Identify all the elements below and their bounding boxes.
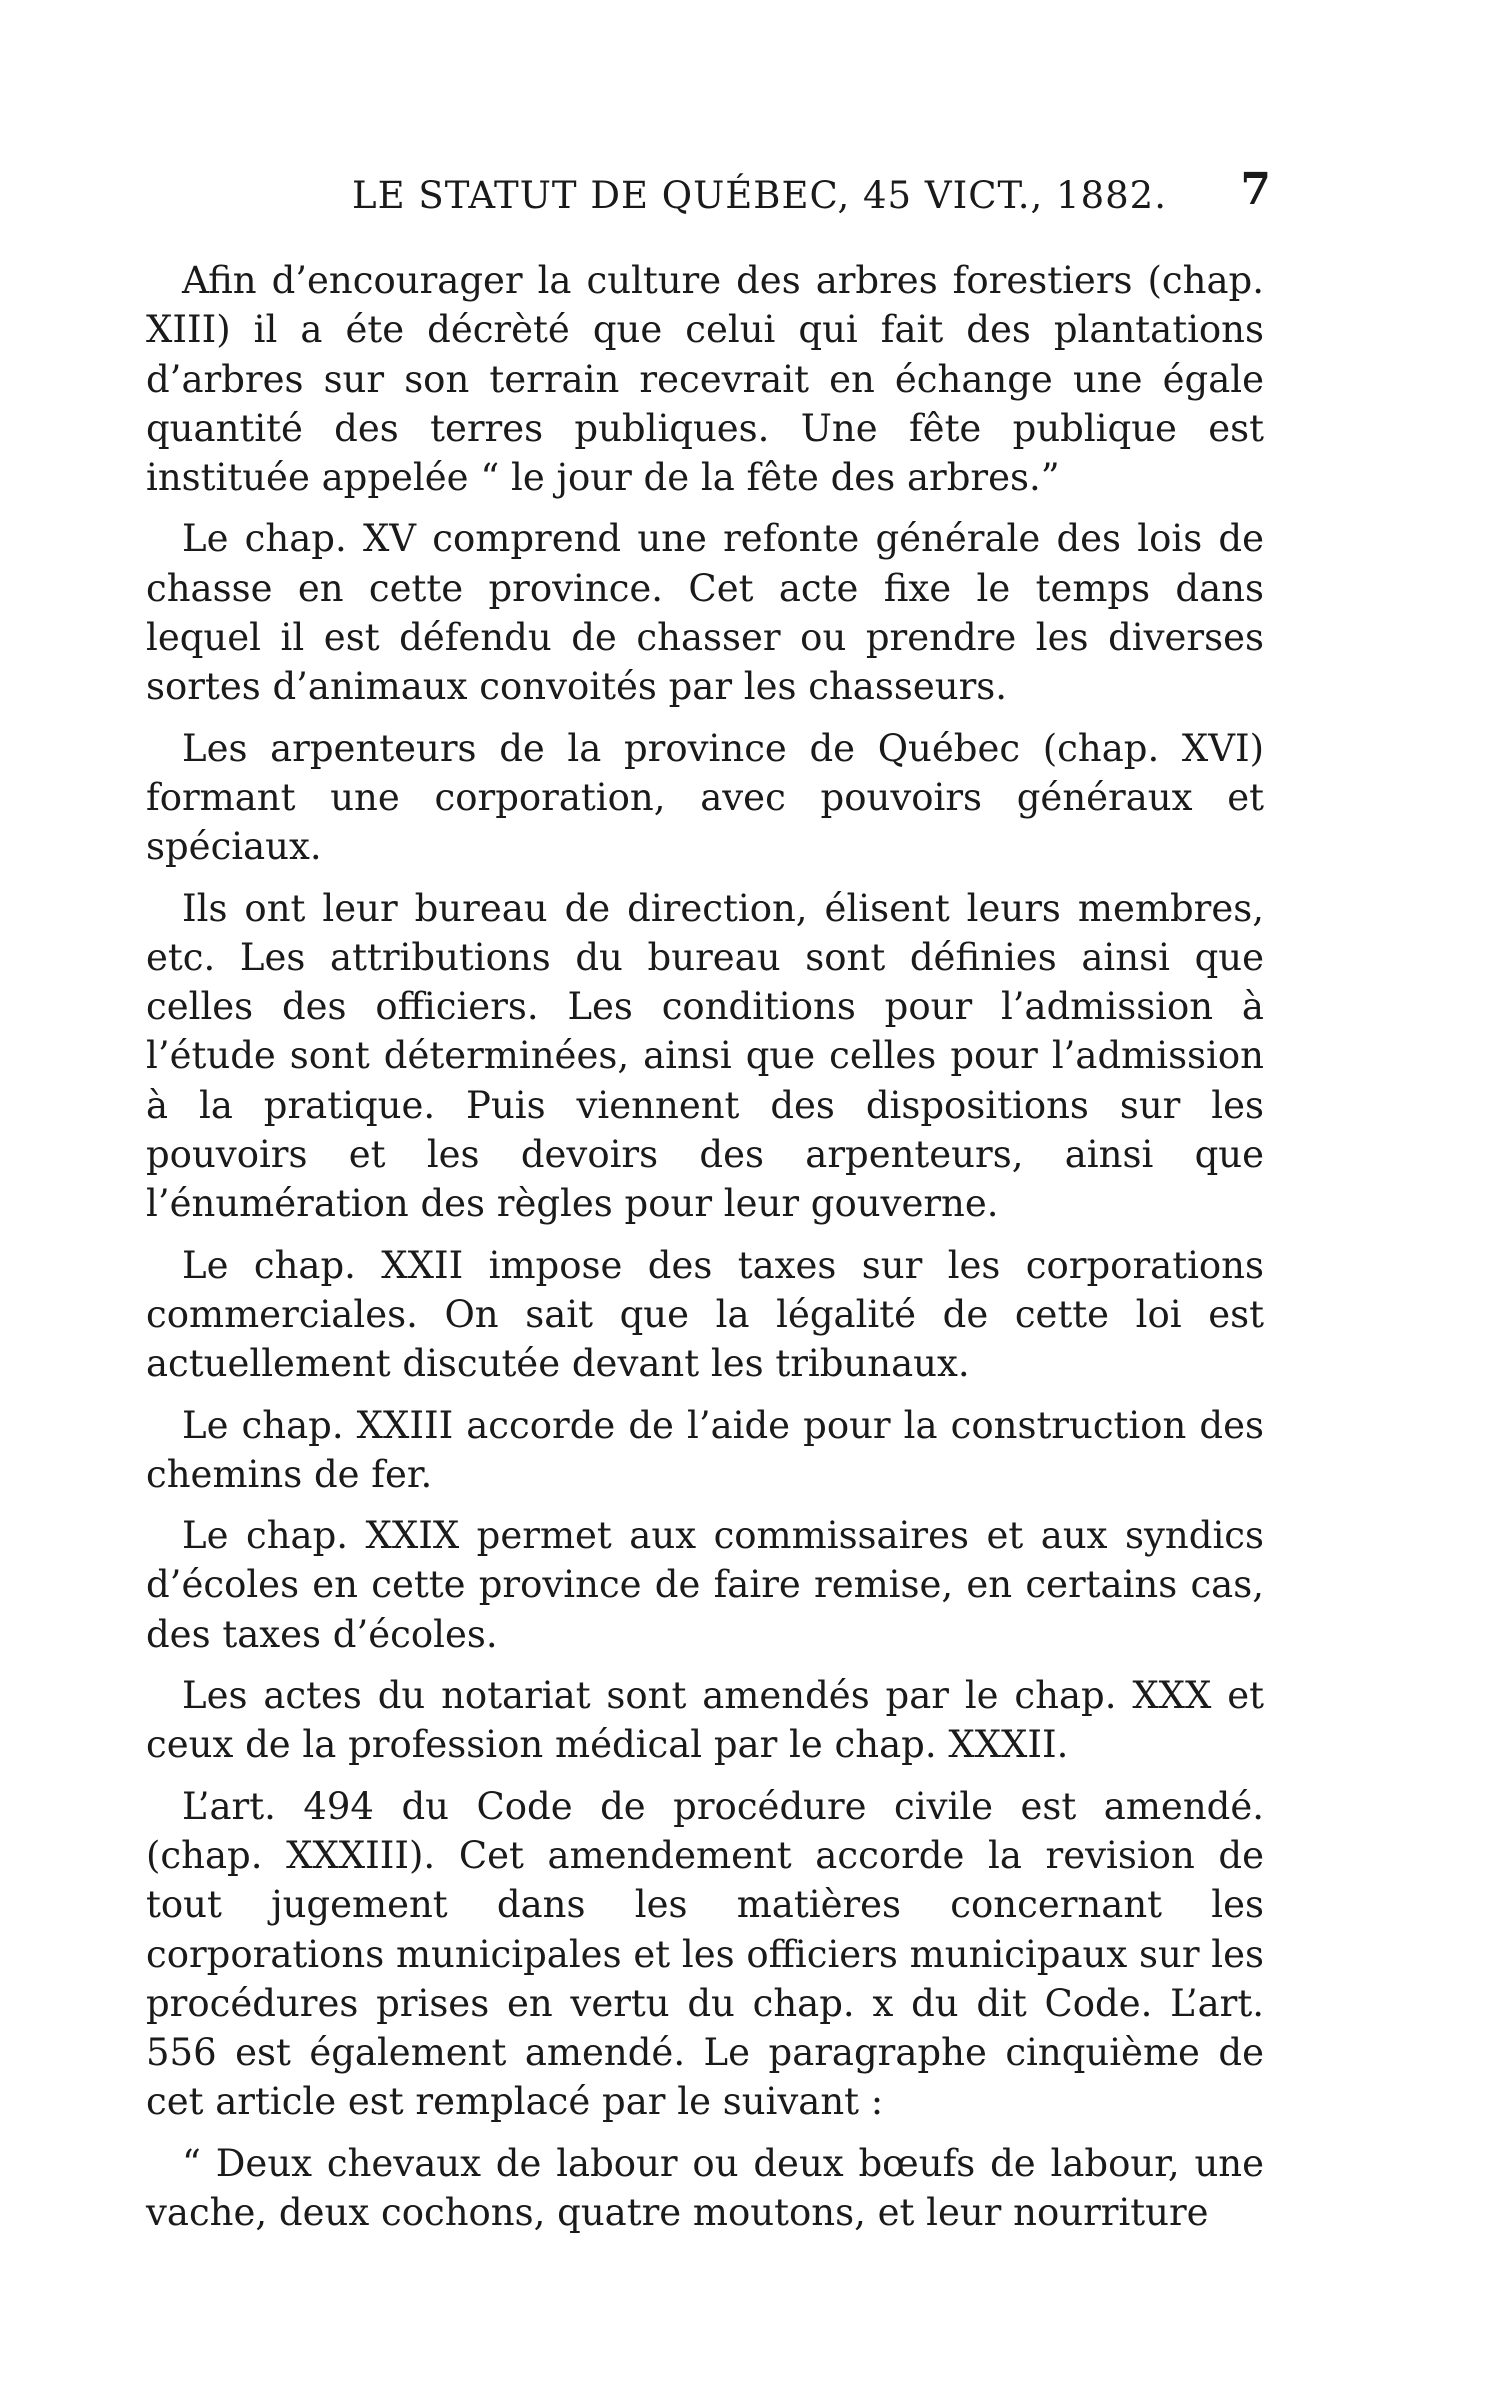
page-number: 7	[1240, 164, 1272, 215]
paragraph-trees: Afin d’encourager la culture des arbres forestiers (chap. XIII) il a éte décrèté que celui qui fait des plantations d’arbres sur son terrain recevrait en échange une égale quantité des terres publiques. Une fête publique est instituée appelée “ le jour de la fête des arbres.”	[146, 259, 1264, 500]
paragraph-surveyors-board: Ils ont leur bureau de direction, élisent leurs membres, etc. Les attributions du bureau sont définies ainsi que celles des officiers. Les conditions pour l’admission à l’étude sont déterminées, ainsi que celles pour l’admission à la pratique. Puis viennent des dispositions sur les pouvoirs et les devoirs des arpenteurs, ainsi que l’énumération des règles pour leur gouverne.	[146, 886, 1264, 1226]
running-header	[352, 164, 1272, 217]
paragraph-hunting: Le chap. XV comprend une refonte générale des lois de chasse en cette province. Cet acte fixe le temps dans lequel il est défendu de chasser ou prendre les diverses sortes d’animaux convoités par les chasseurs.	[146, 517, 1264, 709]
paragraph-surveyors: Les arpenteurs de la province de Québec (chap. XVI) formant une corporation, avec pouvoirs généraux et spéciaux.	[146, 726, 1264, 869]
paragraph-notaries: Les actes du notariat sont amendés par le chap. XXX et ceux de la profession médical par le chap. XXXII.	[146, 1674, 1264, 1767]
running-title: LE STATUT DE QUÉBEC, 45 VICT., 1882.	[352, 174, 1167, 217]
paragraph-school-taxes: Le chap. XXIX permet aux commissaires et aux syndics d’écoles en cette province de faire remise, en certains cas, des taxes d’écoles.	[146, 1514, 1264, 1656]
paragraph-railways: Le chap. XXIII accorde de l’aide pour la construction des chemins de fer.	[146, 1403, 1264, 1496]
paragraph-civil-procedure: L’art. 494 du Code de procédure civile est amendé. (chap. XXXIII). Cet amendement accorde la revision de tout jugement dans les matières concernant les corporations municipales et les officiers municipaux sur les procédures prises en vertu du chap. x du dit Code. L’art. 556 est également amendé. Le paragraphe cinquième de cet article est remplacé par le suivant :	[146, 1784, 1264, 2124]
paragraph-corporation-taxes: Le chap. XXII impose des taxes sur les corporations commerciales. On sait que la légalité de cette loi est actuellement discutée devant les tribunaux.	[146, 1243, 1264, 1386]
body-text	[146, 256, 1264, 2249]
paragraph-quotation: “ Deux chevaux de labour ou deux bœufs de labour, une vache, deux cochons, quatre moutons, et leur nourriture	[146, 2141, 1264, 2234]
